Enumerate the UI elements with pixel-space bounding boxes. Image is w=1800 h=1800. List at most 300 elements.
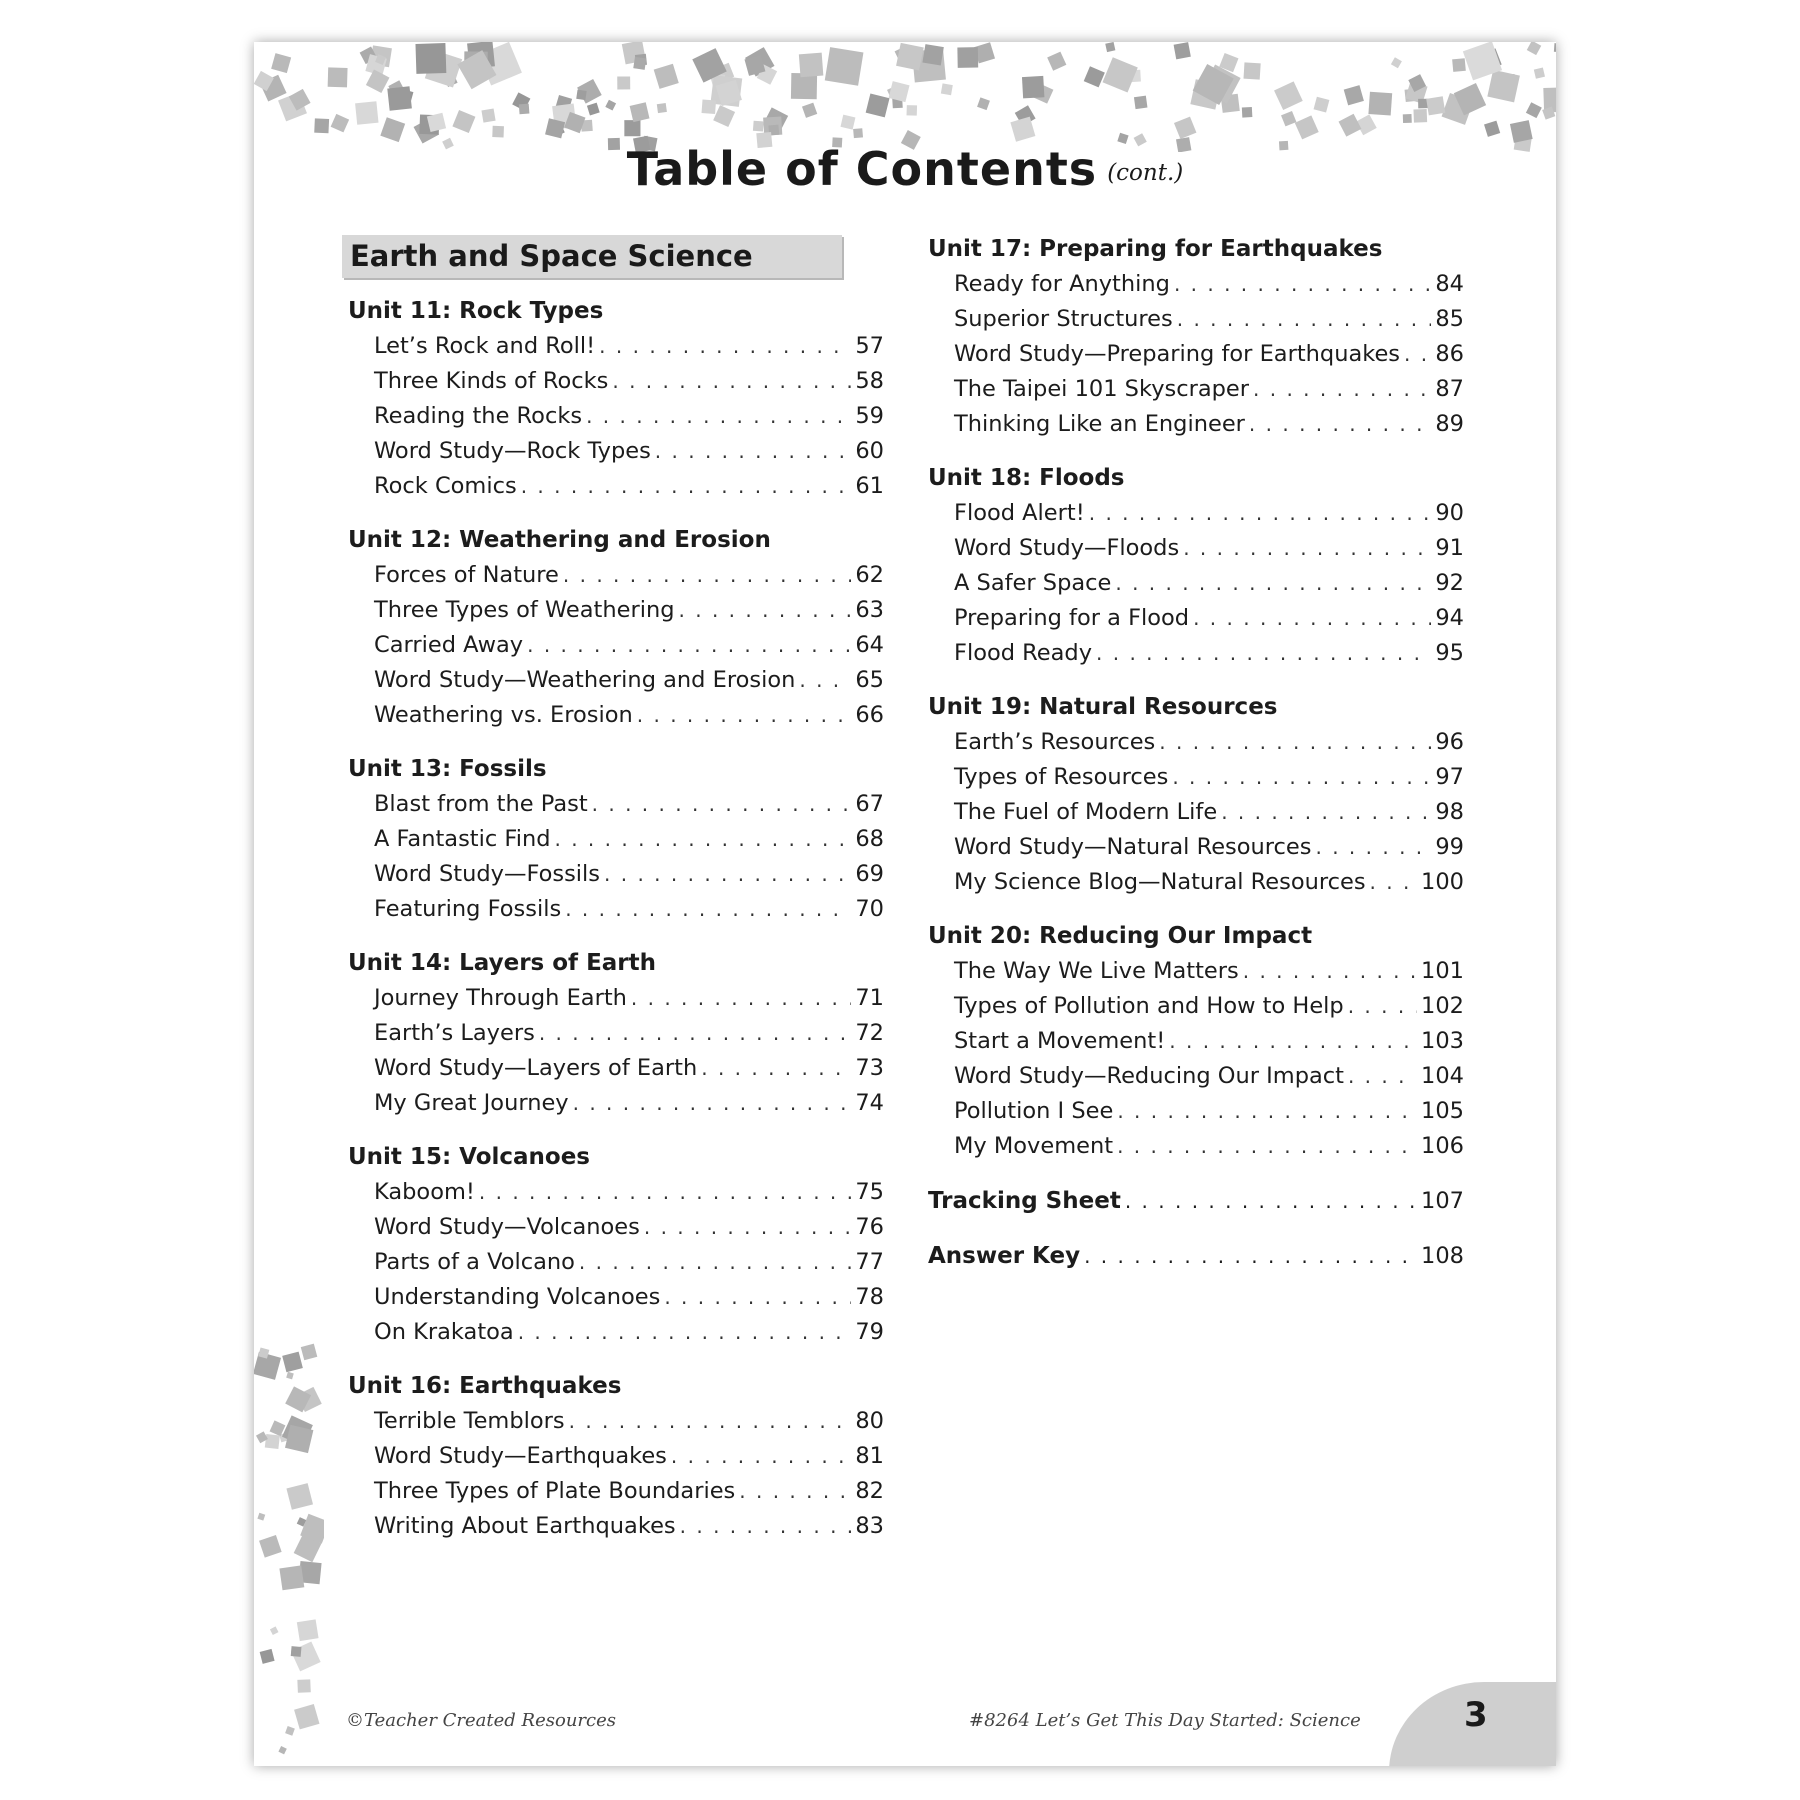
decorative-square: [291, 1646, 302, 1657]
toc-standalone-entry: [928, 1239, 1464, 1274]
decorative-square: [1103, 57, 1138, 92]
dot-leader: [1221, 795, 1431, 830]
dot-leader: [563, 558, 851, 593]
toc-entry-page: 80: [855, 1408, 884, 1434]
dot-leader: [1316, 830, 1432, 865]
toc-entry: [348, 787, 884, 822]
toc-entry-page: 68: [855, 826, 884, 852]
toc-standalone-label: Tracking Sheet: [928, 1188, 1121, 1214]
toc-entry-label: Terrible Temblors: [374, 1408, 565, 1434]
toc-entry-label: Flood Ready: [954, 640, 1093, 666]
dot-leader: [799, 663, 851, 698]
dot-leader: [527, 628, 851, 663]
toc-entry-label: Carried Away: [374, 632, 524, 658]
decorative-square: [286, 1483, 313, 1510]
decorative-square: [896, 43, 924, 71]
decorative-square: [492, 126, 504, 138]
toc-entry-label: Superior Structures: [954, 306, 1173, 332]
toc-entry-label: Kaboom!: [374, 1179, 475, 1205]
dot-leader: [671, 1439, 851, 1474]
toc-entry-page: 58: [855, 368, 884, 394]
decorative-square: [294, 1704, 319, 1729]
toc-entry: [348, 593, 884, 628]
decorative-square: [301, 1344, 318, 1361]
toc-entry-label: Forces of Nature: [374, 562, 559, 588]
toc-entry: [348, 1245, 884, 1280]
decorative-square: [799, 53, 824, 78]
dot-leader: [637, 698, 852, 733]
dot-leader: [555, 822, 852, 857]
toc-entry: [348, 1280, 884, 1315]
toc-unit: [348, 294, 884, 504]
dot-leader: [569, 1404, 852, 1439]
toc-entry: [348, 399, 884, 434]
decorative-square: [1174, 117, 1196, 139]
toc-entry-label: Start a Movement!: [954, 1028, 1166, 1054]
toc-entry-page: 101: [1421, 958, 1464, 984]
toc-entry: [928, 725, 1464, 760]
toc-entry-label: The Taipei 101 Skyscraper: [954, 376, 1250, 402]
toc-entry: [348, 857, 884, 892]
toc-unit: [928, 461, 1464, 671]
toc-entry-label: Rock Comics: [374, 473, 517, 499]
decorative-square: [260, 1649, 275, 1664]
toc-entry-label: Word Study—Rock Types: [374, 438, 651, 464]
decorative-square: [1418, 99, 1428, 109]
unit-title: Unit 13: Fossils: [348, 756, 547, 782]
dot-leader: [1096, 636, 1431, 671]
decorative-square: [889, 81, 910, 102]
dot-leader: [586, 399, 851, 434]
toc-entry-page: 99: [1435, 834, 1464, 860]
toc-entry: [928, 760, 1464, 795]
toc-entry-page: 87: [1435, 376, 1464, 402]
decorative-square: [1134, 96, 1148, 110]
decorative-square: [1368, 92, 1392, 116]
dot-leader: [604, 857, 851, 892]
dot-leader: [1125, 1184, 1417, 1219]
toc-entry-label: Pollution I See: [954, 1098, 1114, 1124]
unit-title: Unit 12: Weathering and Erosion: [348, 527, 771, 553]
dot-leader: [679, 593, 852, 628]
decorative-square: [452, 110, 475, 133]
decorative-square: [1105, 42, 1115, 52]
toc-entry-page: 62: [855, 562, 884, 588]
toc-entry: [928, 1094, 1464, 1129]
dot-leader: [599, 329, 851, 364]
toc-entry-page: 94: [1435, 605, 1464, 631]
page-number: 3: [1464, 1695, 1488, 1735]
dot-leader: [579, 1245, 851, 1280]
dot-leader: [518, 1315, 852, 1350]
toc-standalone-page: 107: [1421, 1188, 1464, 1214]
toc-entry: [928, 989, 1464, 1024]
toc-entry: [348, 698, 884, 733]
toc-entry: [928, 267, 1464, 302]
dot-leader: [644, 1210, 852, 1245]
unit-title: Unit 19: Natural Resources: [928, 694, 1278, 720]
toc-unit: [348, 752, 884, 927]
toc-entry-label: Understanding Volcanoes: [374, 1284, 661, 1310]
toc-entry-label: A Safer Space: [954, 570, 1112, 596]
toc-entry-label: Flood Alert!: [954, 500, 1085, 526]
decorative-square: [941, 83, 953, 95]
toc-entry-page: 106: [1421, 1133, 1464, 1159]
toc-entry-page: 57: [855, 333, 884, 359]
decorative-square: [617, 76, 630, 89]
toc-entry-page: 73: [855, 1055, 884, 1081]
decorative-square: [328, 67, 348, 87]
decorative-square: [387, 86, 412, 111]
decorative-square: [840, 115, 855, 130]
decorative-square: [1452, 58, 1466, 72]
page-title-text: Table of Contents: [626, 142, 1098, 196]
toc-entry-label: Three Types of Plate Boundaries: [374, 1478, 736, 1504]
toc-entry-label: Writing About Earthquakes: [374, 1513, 676, 1539]
dot-leader: [1117, 1129, 1417, 1164]
unit-title: Unit 18: Floods: [928, 465, 1125, 491]
dot-leader: [655, 434, 852, 469]
dot-leader: [1404, 337, 1431, 372]
toc-entry-label: Featuring Fossils: [374, 896, 562, 922]
toc-entry-page: 92: [1435, 570, 1464, 596]
unit-title: Unit 16: Earthquakes: [348, 1373, 622, 1399]
decorative-square: [1047, 52, 1066, 71]
toc-entry: [928, 496, 1464, 531]
toc-entry: [928, 407, 1464, 442]
dot-leader: [1172, 760, 1431, 795]
toc-unit: [348, 523, 884, 733]
toc-entry-page: 61: [855, 473, 884, 499]
decorative-square: [1281, 111, 1296, 126]
toc-entry: [348, 1175, 884, 1210]
decorative-square: [1484, 121, 1500, 137]
dot-leader: [1348, 1059, 1417, 1094]
toc-entry-page: 98: [1435, 799, 1464, 825]
decorative-square: [1242, 107, 1253, 118]
toc-entry: [348, 1086, 884, 1121]
toc-entry-label: Reading the Rocks: [374, 403, 583, 429]
toc-entry-label: The Way We Live Matters: [954, 958, 1239, 984]
dot-leader: [701, 1051, 851, 1086]
decorative-square: [285, 1726, 295, 1736]
toc-entry: [348, 1474, 884, 1509]
toc-entry-label: Ready for Anything: [954, 271, 1170, 297]
decorative-square: [415, 43, 446, 74]
toc-entry-page: 90: [1435, 500, 1464, 526]
decorative-square: [297, 1619, 319, 1641]
dot-leader: [1174, 267, 1431, 302]
toc-unit: [928, 232, 1464, 442]
toc-entry-label: Word Study—Reducing Our Impact: [954, 1063, 1344, 1089]
decorative-square: [922, 44, 943, 65]
page-title: [254, 142, 1556, 196]
toc-entry-label: Preparing for a Flood: [954, 605, 1190, 631]
toc-entry: [928, 1129, 1464, 1164]
toc-entry: [928, 601, 1464, 636]
toc-entry-label: The Fuel of Modern Life: [954, 799, 1218, 825]
toc-entry: [348, 469, 884, 504]
decorative-square: [1243, 62, 1260, 79]
toc-entry-label: Word Study—Preparing for Earthquakes: [954, 341, 1401, 367]
toc-entry-label: Word Study—Earthquakes: [374, 1443, 667, 1469]
toc-entry-label: Types of Pollution and How to Help: [954, 993, 1344, 1019]
toc-entry-label: Word Study—Weathering and Erosion: [374, 667, 796, 693]
toc-entry: [348, 628, 884, 663]
toc-entry-label: My Science Blog—Natural Resources: [954, 869, 1366, 895]
decorative-square: [977, 97, 990, 110]
decorative-square: [802, 103, 817, 118]
toc-entry-label: Weathering vs. Erosion: [374, 702, 633, 728]
toc-entry-label: Blast from the Past: [374, 791, 588, 817]
footer-publisher: ©Teacher Created Resources: [346, 1710, 616, 1731]
toc-entry: [348, 558, 884, 593]
toc-entry-page: 67: [855, 791, 884, 817]
dot-leader: [631, 981, 851, 1016]
toc-entry-page: 102: [1421, 993, 1464, 1019]
decorative-square: [825, 47, 864, 86]
decorative-square: [257, 1513, 265, 1521]
toc-entry-label: Journey Through Earth: [374, 985, 627, 1011]
toc-entry-label: My Movement: [954, 1133, 1114, 1159]
toc-entry-page: 84: [1435, 271, 1464, 297]
toc-entry: [348, 1016, 884, 1051]
toc-standalone-page: 108: [1421, 1243, 1464, 1269]
toc-entry-label: Parts of a Volcano: [374, 1249, 575, 1275]
decorative-square: [366, 69, 390, 93]
toc-entry: [928, 566, 1464, 601]
dot-leader: [521, 469, 852, 504]
toc-entry: [348, 892, 884, 927]
decorative-square: [654, 64, 679, 89]
page-title-suffix: (cont.): [1107, 159, 1184, 186]
toc-entry-page: 82: [855, 1478, 884, 1504]
decorative-square: [1487, 70, 1520, 103]
dot-leader: [1169, 1024, 1417, 1059]
toc-entry-label: Three Kinds of Rocks: [374, 368, 609, 394]
dot-leader: [1243, 954, 1417, 989]
dot-leader: [1084, 1239, 1417, 1274]
dot-leader: [1159, 725, 1431, 760]
toc-entry-page: 75: [855, 1179, 884, 1205]
decorative-square: [282, 1352, 303, 1373]
dot-leader: [539, 1016, 852, 1051]
toc-entry: [928, 1059, 1464, 1094]
decorative-square: [314, 118, 329, 133]
toc-entry-page: 86: [1435, 341, 1464, 367]
toc-entry-label: Earth’s Layers: [374, 1020, 535, 1046]
toc-entry-page: 60: [855, 438, 884, 464]
dot-leader: [1193, 601, 1431, 636]
toc-unit: [928, 919, 1464, 1164]
decorative-square: [702, 100, 717, 115]
toc-entry-page: 65: [855, 667, 884, 693]
decorative-square: [907, 105, 918, 116]
decorative-square: [587, 103, 600, 116]
toc-entry: [928, 954, 1464, 989]
toc-entry: [928, 302, 1464, 337]
toc-entry: [348, 364, 884, 399]
decorative-square: [291, 1642, 321, 1672]
decorative-square: [1339, 114, 1362, 137]
dot-leader: [479, 1175, 851, 1210]
decorative-square: [259, 1535, 282, 1558]
decorative-square: [1510, 120, 1533, 143]
toc-entry-page: 96: [1435, 729, 1464, 755]
toc-standalone-entry: [928, 1184, 1464, 1219]
footer-book-title: #8264 Let’s Get This Day Started: Science: [969, 1710, 1361, 1731]
toc-entry-page: 70: [855, 896, 884, 922]
toc-entry: [348, 1404, 884, 1439]
toc-entry: [348, 1210, 884, 1245]
decorative-square: [791, 73, 817, 99]
toc-entry: [928, 337, 1464, 372]
toc-entry-label: Word Study—Volcanoes: [374, 1214, 640, 1240]
dot-leader: [1177, 302, 1432, 337]
toc-unit: [928, 690, 1464, 900]
toc-entry-page: 89: [1435, 411, 1464, 437]
toc-entry-label: My Great Journey: [374, 1090, 569, 1116]
dot-leader: [1117, 1094, 1417, 1129]
decorative-square: [1344, 85, 1364, 105]
decorative-square: [265, 1434, 280, 1449]
toc-entry: [348, 1439, 884, 1474]
toc-entry: [348, 329, 884, 364]
toc-standalone-label: Answer Key: [928, 1243, 1081, 1269]
toc-unit: [348, 1369, 884, 1544]
dot-leader: [1253, 372, 1431, 407]
toc-column-right: [928, 232, 1464, 1274]
dot-leader: [664, 1280, 851, 1315]
dot-leader: [565, 892, 851, 927]
decorative-square-pattern-top: [254, 42, 1556, 152]
toc-column-left: [348, 294, 884, 1563]
decorative-square: [633, 57, 646, 70]
dot-leader: [680, 1509, 852, 1544]
section-heading: Earth and Space Science: [342, 235, 842, 278]
toc-entry-page: 64: [855, 632, 884, 658]
decorative-square: [657, 103, 667, 113]
decorative-square: [630, 102, 650, 122]
toc-entry-label: Three Types of Weathering: [374, 597, 675, 623]
toc-entry-label: Let’s Rock and Roll!: [374, 333, 596, 359]
toc-entry-page: 104: [1421, 1063, 1464, 1089]
decorative-square: [1022, 76, 1044, 98]
toc-entry: [348, 1509, 884, 1544]
toc-entry-page: 79: [855, 1319, 884, 1345]
decorative-square: [853, 128, 863, 138]
toc-entry-page: 74: [855, 1090, 884, 1116]
decorative-square: [1084, 66, 1105, 87]
dot-leader: [739, 1474, 851, 1509]
toc-entry: [348, 981, 884, 1016]
dot-leader: [1249, 407, 1431, 442]
decorative-square: [605, 100, 616, 111]
toc-entry-page: 81: [855, 1443, 884, 1469]
toc-entry: [928, 865, 1464, 900]
toc-entry: [928, 830, 1464, 865]
toc-entry-page: 91: [1435, 535, 1464, 561]
toc-entry-page: 85: [1435, 306, 1464, 332]
decorative-square: [380, 117, 405, 142]
toc-unit: [348, 1140, 884, 1350]
decorative-square: [519, 104, 530, 115]
decorative-square: [1534, 68, 1545, 79]
decorative-square: [278, 1746, 286, 1754]
decorative-square: [866, 93, 890, 117]
toc-entry-page: 66: [855, 702, 884, 728]
toc-entry-label: Word Study—Floods: [954, 535, 1180, 561]
decorative-square: [1174, 42, 1191, 59]
toc-entry-page: 63: [855, 597, 884, 623]
toc-entry: [348, 1051, 884, 1086]
decorative-square: [1314, 97, 1330, 113]
dot-leader: [1115, 566, 1431, 601]
decorative-square: [713, 105, 735, 127]
decorative-square: [1391, 57, 1402, 68]
unit-title: Unit 14: Layers of Earth: [348, 950, 657, 976]
decorative-square: [271, 53, 291, 73]
decorative-square: [279, 1565, 304, 1590]
toc-entry-page: 59: [855, 403, 884, 429]
decorative-square: [624, 120, 640, 136]
toc-entry: [928, 372, 1464, 407]
toc-entry: [348, 434, 884, 469]
toc-entry: [348, 663, 884, 698]
decorative-square: [1526, 102, 1542, 118]
toc-entry: [928, 636, 1464, 671]
unit-title: Unit 20: Reducing Our Impact: [928, 923, 1313, 949]
decorative-square: [957, 47, 978, 68]
toc-entry-label: Word Study—Fossils: [374, 861, 601, 887]
dot-leader: [573, 1086, 852, 1121]
decorative-square: [1426, 96, 1445, 115]
decorative-square: [1527, 42, 1541, 55]
toc-entry-page: 103: [1421, 1028, 1464, 1054]
dot-leader: [1348, 989, 1417, 1024]
toc-entry-label: Earth’s Resources: [954, 729, 1156, 755]
decorative-square: [576, 90, 586, 100]
decorative-square: [1274, 81, 1303, 110]
decorative-square: [286, 1372, 294, 1380]
toc-entry: [348, 822, 884, 857]
toc-entry-label: On Krakatoa: [374, 1319, 514, 1345]
toc-entry-label: Types of Resources: [954, 764, 1169, 790]
toc-entry-label: A Fantastic Find: [374, 826, 551, 852]
decorative-square: [270, 1626, 279, 1635]
toc-entry-page: 78: [855, 1284, 884, 1310]
decorative-square: [297, 1679, 310, 1692]
unit-title: Unit 17: Preparing for Earthquakes: [928, 236, 1383, 262]
toc-entry-page: 72: [855, 1020, 884, 1046]
document-page: [254, 42, 1556, 1766]
unit-title: Unit 11: Rock Types: [348, 298, 604, 324]
decorative-square: [1413, 109, 1427, 123]
toc-entry: [928, 531, 1464, 566]
dot-leader: [1183, 531, 1431, 566]
toc-entry-page: 83: [855, 1513, 884, 1539]
toc-entry-label: Thinking Like an Engineer: [954, 411, 1245, 437]
decorative-square: [481, 108, 495, 122]
toc-entry-page: 77: [855, 1249, 884, 1275]
toc-entry-page: 105: [1421, 1098, 1464, 1124]
toc-entry-page: 71: [855, 985, 884, 1011]
toc-entry-page: 100: [1421, 869, 1464, 895]
toc-entry-page: 76: [855, 1214, 884, 1240]
decorative-square: [753, 121, 764, 132]
toc-entry-label: Word Study—Layers of Earth: [374, 1055, 698, 1081]
toc-entry-page: 95: [1435, 640, 1464, 666]
